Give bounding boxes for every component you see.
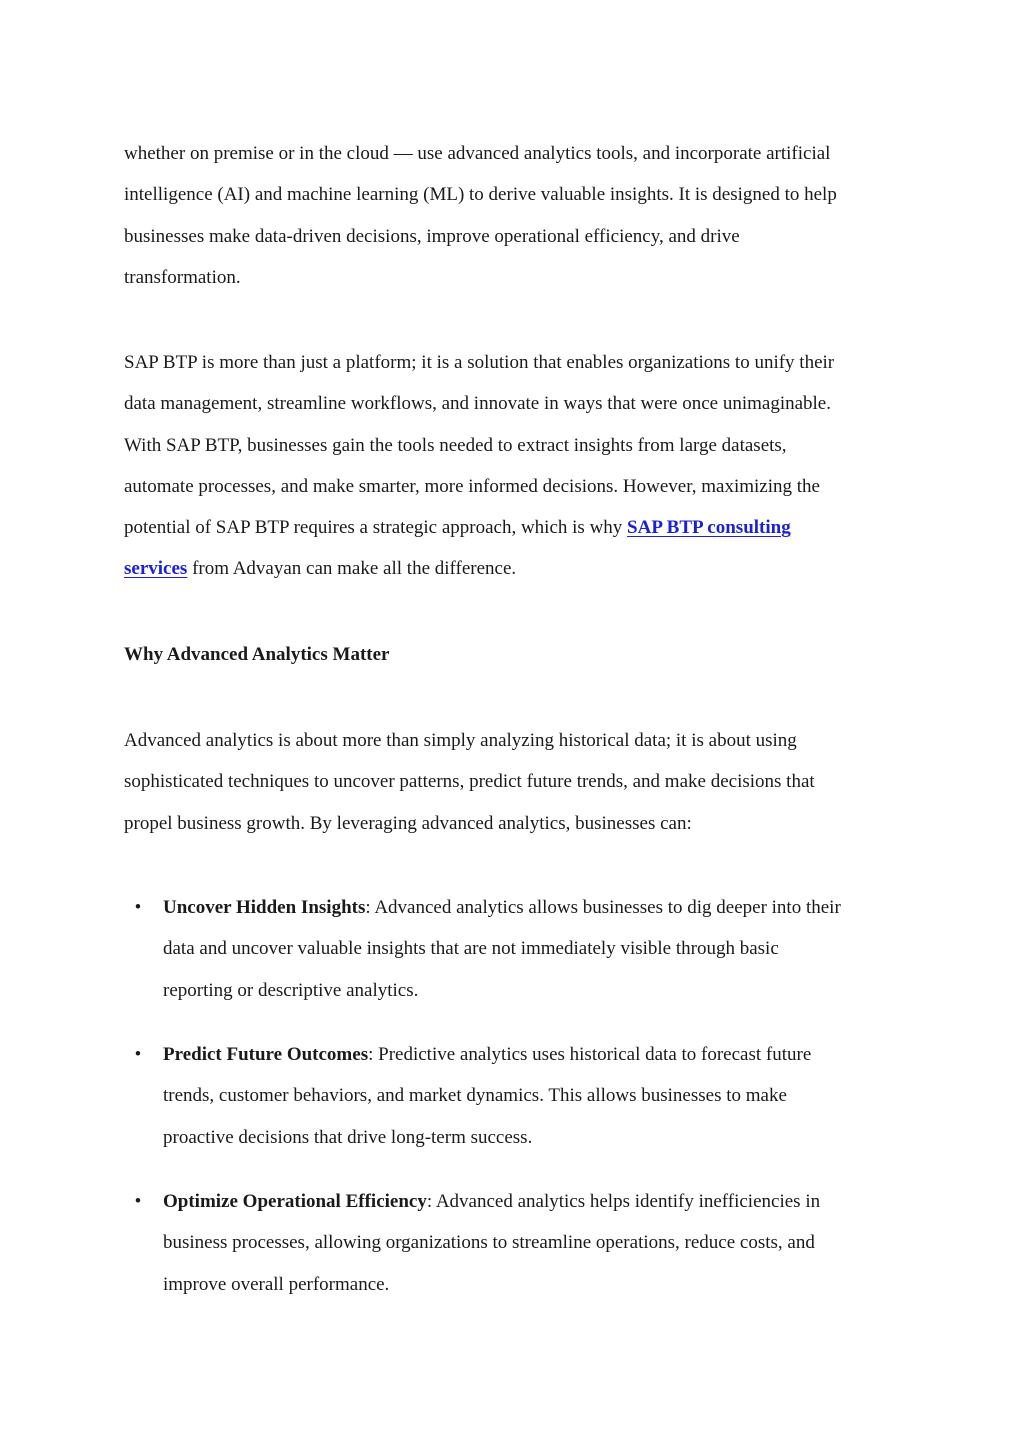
paragraph-line: data management, streamline workflows, and innovate in ways that were once unimaginable. <box>124 393 831 415</box>
paragraph-line: propel business growth. By leveraging advanced analytics, businesses can: <box>124 812 692 834</box>
list-item-description: : Advanced analytics allows businesses to dig deeper into their <box>365 897 841 918</box>
list-item-term: Uncover Hidden Insights <box>163 897 366 918</box>
paragraph-line: Advanced analytics is about more than simply analyzing historical data; it is about using <box>124 730 797 751</box>
list-item-text <box>163 887 903 1011</box>
sap-btp-paragraph <box>124 342 904 590</box>
list-item-line: improve overall performance. <box>163 1273 390 1295</box>
list-item-line: business processes, allowing organizations to streamline operations, reduce costs, and <box>163 1232 815 1254</box>
intro-paragraph <box>124 133 904 298</box>
sap-btp-consulting-link[interactable]: SAP BTP consulting <box>627 517 791 539</box>
list-item-line: proactive decisions that drive long-term success. <box>163 1126 533 1148</box>
paragraph-line: whether on premise or in the cloud — use advanced analytics tools, and incorporate artificial <box>124 143 831 164</box>
paragraph-text: potential of SAP BTP requires a strategic approach, which is why <box>124 517 628 539</box>
paragraph-text: from Advayan can make all the difference. <box>187 558 517 580</box>
paragraph-line: sophisticated techniques to uncover patterns, predict future trends, and make decisions that <box>124 771 815 793</box>
paragraph-line <box>124 548 904 589</box>
list-item-term: Optimize Operational Efficiency <box>163 1191 427 1212</box>
list-item-text <box>163 1034 903 1158</box>
list-item-description: : Predictive analytics uses historical data to forecast future <box>368 1044 812 1065</box>
list-item-line <box>163 887 903 928</box>
list-item-description: : Advanced analytics helps identify inefficiencies in <box>426 1191 821 1212</box>
sap-btp-consulting-link-continued[interactable]: services <box>124 558 188 580</box>
list-item-text <box>163 1181 903 1305</box>
list-item-line: data and uncover valuable insights that are not immediately visible through basic <box>163 938 779 960</box>
paragraph-line: automate processes, and make smarter, more informed decisions. However, maximizing the <box>124 475 820 497</box>
section-heading: Why Advanced Analytics Matter <box>124 644 390 665</box>
paragraph-line: intelligence (AI) and machine learning (ML) to derive valuable insights. It is designed to help <box>124 184 837 206</box>
paragraph-line <box>124 507 904 548</box>
paragraph-line: businesses make data-driven decisions, improve operational efficiency, and drive <box>124 225 740 247</box>
bullet-icon: • <box>134 1191 142 1212</box>
bullet-icon: • <box>134 897 142 918</box>
list-item-line: reporting or descriptive analytics. <box>163 979 419 1001</box>
paragraph-line: transformation. <box>124 266 241 288</box>
bullet-icon: • <box>134 1044 142 1065</box>
paragraph-line: With SAP BTP, businesses gain the tools needed to extract insights from large datasets, <box>124 434 787 456</box>
list-item-line: trends, customer behaviors, and market dynamics. This allows businesses to make <box>163 1085 787 1107</box>
list-item-line <box>163 1034 903 1075</box>
list-item-line <box>163 1181 903 1222</box>
list-item-term: Predict Future Outcomes <box>163 1044 369 1065</box>
paragraph-line: SAP BTP is more than just a platform; it is a solution that enables organizations to unify their <box>124 352 835 373</box>
analytics-paragraph <box>124 720 904 844</box>
